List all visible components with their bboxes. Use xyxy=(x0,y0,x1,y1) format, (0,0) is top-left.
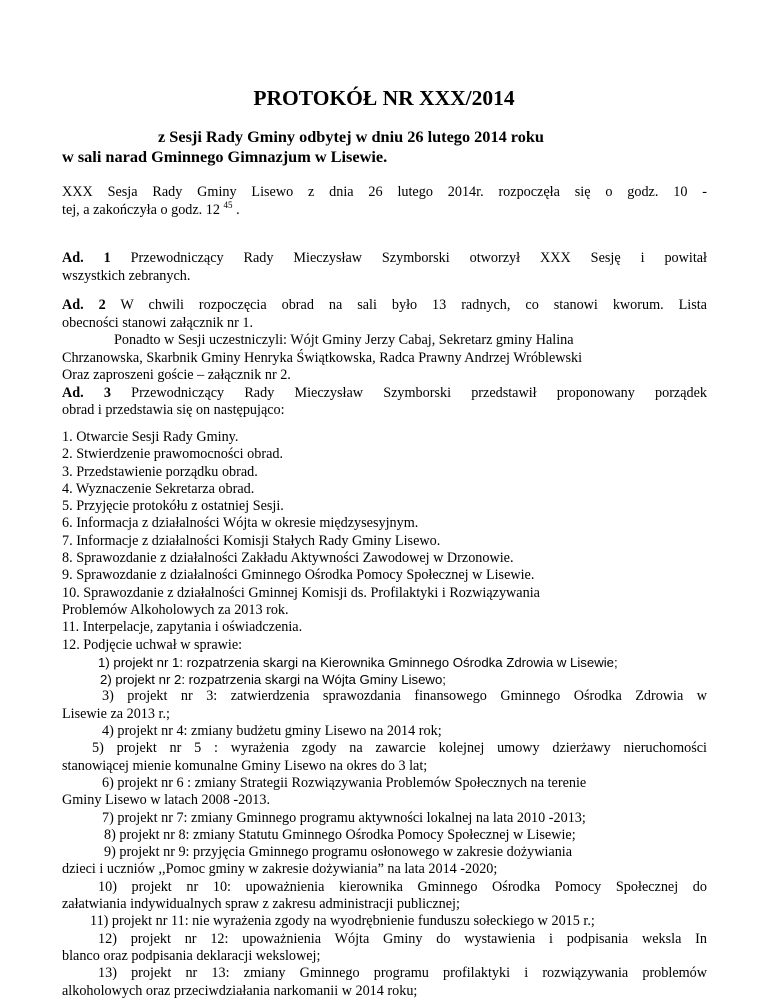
ad3-text: Przewodniczący Rady Mieczysław Szymborski przedstawił proponowany porządek xyxy=(110,384,707,401)
ad1-label: Ad. 1 xyxy=(62,250,111,266)
resolution-project-line: załatwiania indywidualnych spraw z zakresu administracji publicznej; xyxy=(62,896,460,913)
agenda-item: 1. Otwarcie Sesji Rady Gminy. xyxy=(62,429,239,445)
resolution-project-line: dzieci i uczniów ,,Pomoc gminy w zakresie dożywiania” na lata 2014 -2020; xyxy=(62,861,498,878)
page-title: PROTOKÓŁ NR XXX/2014 xyxy=(253,86,515,110)
agenda-item: 3. Przedstawienie porządku obrad. xyxy=(62,463,258,480)
resolution-project-line: 6) projekt nr 6 : zmiany Strategii Rozwiązywania Problemów Społecznych na terenie xyxy=(102,774,587,791)
resolution-project-line: 9) projekt nr 9: przyjęcia Gminnego programu osłonowego w zakresie dożywiania xyxy=(104,844,573,861)
ad1-paragraph xyxy=(62,250,707,285)
intro-line-1: XXX Sesja Rady Gminy Lisewo z dnia 26 lutego 2014r. rozpoczęła się o godz. 10 - xyxy=(62,184,707,200)
ad1-text: Przewodniczący Rady Mieczysław Szymborski otworzył XXX Sesję i powitał xyxy=(110,250,707,266)
resolution-project-line: alkoholowych oraz przeciwdziałania narkomanii w 2014 roku; xyxy=(62,982,418,999)
ad3-line-1 xyxy=(62,385,707,403)
subtitle-line-1: z Sesji Rady Gminy odbytej w dniu 26 lutego 2014 roku xyxy=(158,127,544,146)
resolution-projects-list xyxy=(62,654,712,1000)
resolution-project-line: Lisewie za 2013 r.; xyxy=(62,705,170,722)
resolution-project-line: 2) projekt nr 2: rozpatrzenia skargi na Wójta Gminy Lisewo; xyxy=(100,672,446,688)
ad2-line-2: obecności stanowi załącznik nr 1. xyxy=(62,314,254,331)
agenda-list xyxy=(62,429,712,1000)
resolution-project-line: blanco oraz podpisania deklaracji wekslowej; xyxy=(62,947,321,964)
ad2-line-5: Oraz zaproszeni goście – załącznik nr 2. xyxy=(62,367,291,383)
resolution-project-line: 3) projekt nr 3: zatwierdzenia sprawozdania finansowego Gminnego Ośrodka Zdrowia w xyxy=(102,688,707,705)
resolution-project-line: 5) projekt nr 5 : wyrażenia zgody na zawarcie kolejnej umowy dzierżawy nieruchomości xyxy=(92,740,707,757)
agenda-item: 5. Przyjęcie protokółu z ostatniej Sesji. xyxy=(62,498,284,515)
ad1-line-2: wszystkich zebranych. xyxy=(62,267,191,284)
agenda-item: 10. Sprawozdanie z działalności Gminnej Komisji ds. Profilaktyki i Rozwiązywania xyxy=(62,584,540,601)
ad2-label: Ad. 2 xyxy=(62,297,106,313)
resolution-project-line: Gminy Lisewo w latach 2008 -2013. xyxy=(62,792,271,809)
ad1-line-1 xyxy=(62,250,707,268)
intro-time-superscript: 45 xyxy=(223,199,233,210)
resolution-project-line: 4) projekt nr 4: zmiany budżetu gminy Lisewo na 2014 rok; xyxy=(102,723,442,740)
agenda-item: 9. Sprawozdanie z działalności Gminnego Ośrodka Pomocy Społecznej w Lisewie. xyxy=(62,567,535,584)
agenda-item: Problemów Alkoholowych za 2013 rok. xyxy=(62,601,289,618)
resolution-project-line: 11) projekt nr 11: nie wyrażenia zgody na wyodrębnienie funduszu sołeckiego w 2015 r.; xyxy=(90,913,595,930)
intro-line-2-end: . xyxy=(232,201,240,218)
resolution-project-line: 12) projekt nr 12: upoważnienia Wójta Gminy do wystawienia i podpisania weksla In xyxy=(98,930,707,947)
resolution-project-line: 13) projekt nr 13: zmiany Gminnego programu profilaktyki i rozwiązywania problemów xyxy=(98,965,707,982)
intro-line-2 xyxy=(62,199,707,220)
agenda-item: 2. Stwierdzenie prawomocności obrad. xyxy=(62,446,284,463)
intro-paragraph xyxy=(62,184,707,219)
resolution-project-line: 7) projekt nr 7: zmiany Gminnego programu aktywności lokalnej na lata 2010 -2013; xyxy=(102,809,586,826)
ad2-paragraph xyxy=(62,297,707,420)
agenda-item: 11. Interpelacje, zapytania i oświadczenia. xyxy=(62,619,303,636)
agenda-item: 8. Sprawozdanie z działalności Zakładu Aktywności Zawodowej w Drzonowie. xyxy=(62,550,514,567)
resolution-project-line: 8) projekt nr 8: zmiany Statutu Gminnego Ośrodka Pomocy Społecznej w Lisewie; xyxy=(104,826,576,843)
ad2-line-4: Chrzanowska, Skarbnik Gminy Henryka Świątkowska, Radca Prawny Andrzej Wróblewski xyxy=(62,349,583,366)
ad2-line-1 xyxy=(62,297,707,315)
ad3-label: Ad. 3 xyxy=(62,384,111,401)
subtitle-line-2: w sali narad Gminnego Gimnazjum w Lisewie. xyxy=(62,147,388,166)
agenda-item: 6. Informacja z działalności Wójta w okresie międzysesyjnym. xyxy=(62,515,419,532)
agenda-item: 12. Podjęcie uchwał w sprawie: xyxy=(62,636,243,653)
intro-line-2-text: tej, a zakończyła o godz. 12 xyxy=(62,201,224,218)
agenda-item: 4. Wyznaczenie Sekretarza obrad. xyxy=(62,480,255,497)
agenda-item: 7. Informacje z działalności Komisji Stałych Rady Gminy Lisewo. xyxy=(62,532,441,549)
ad2-line-3: Ponadto w Sesji uczestniczyli: Wójt Gminy Jerzy Cabaj, Sekretarz gminy Halina xyxy=(114,332,574,348)
resolution-project-line: stanowiącej mienie komunalne Gminy Lisewo na okres do 3 lat; xyxy=(62,757,428,774)
ad2-text: W chwili rozpoczęcia obrad na sali było 13 radnych, co stanowi kworum. Lista xyxy=(105,297,707,313)
resolution-project-line: 10) projekt nr 10: upoważnienia kierownika Gminnego Ośrodka Pomocy Społecznej do xyxy=(98,878,707,895)
resolution-project-line: 1) projekt nr 1: rozpatrzenia skargi na Kierownika Gminnego Ośrodka Zdrowia w Lisewie; xyxy=(98,654,618,670)
ad3-line-2: obrad i przedstawia się on następująco: xyxy=(62,402,285,418)
